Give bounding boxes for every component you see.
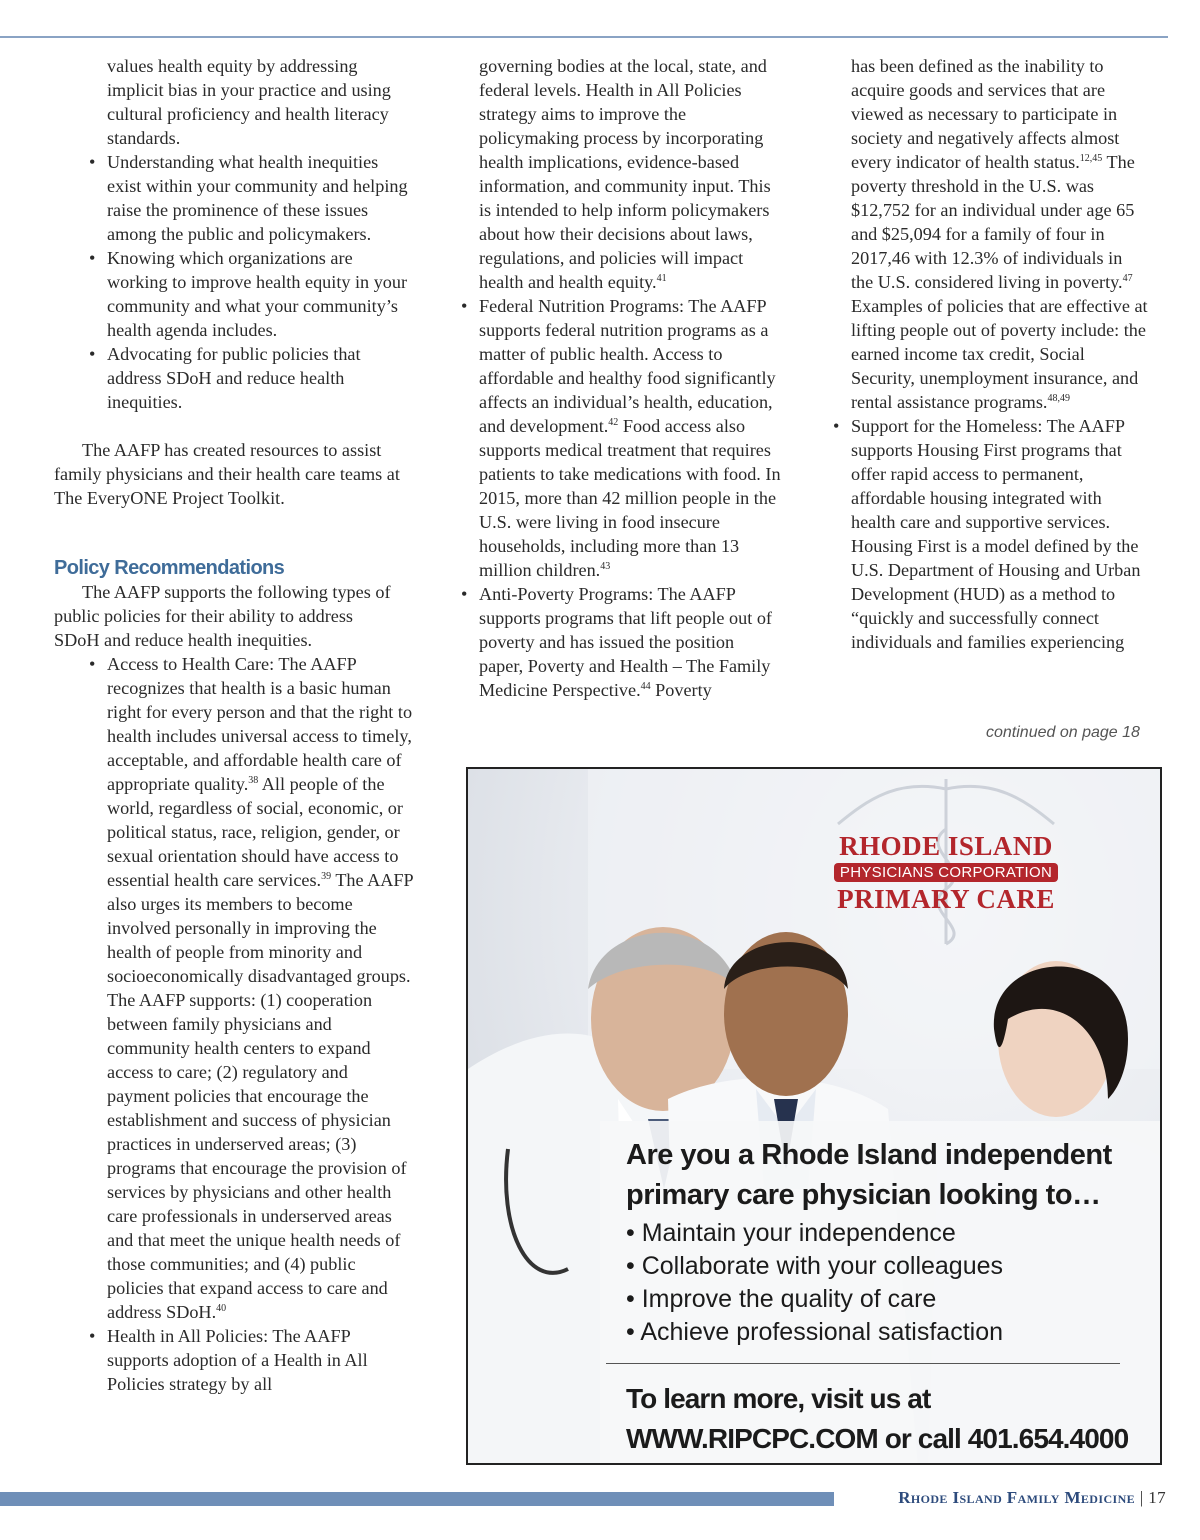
cta-line-2[interactable]: WWW.RIPCPC.COM or call 401.654.4000: [626, 1423, 1129, 1454]
ref-40: 40: [216, 1302, 227, 1314]
policy-list-3: [831, 414, 1149, 654]
ref-44: 44: [640, 680, 651, 692]
poverty-cont-c: Examples of policies that are effective at lifting people out of poverty include: the earned income tax credit, Social Security, unemployment insurance, and rental assistance programs.: [851, 296, 1148, 412]
section-heading: Policy Recommendations: [54, 557, 285, 579]
cta-line-1: To learn more, visit us at: [626, 1383, 931, 1414]
column-1: [54, 54, 414, 1396]
ad-call-to-action[interactable]: [626, 1379, 1128, 1459]
ripcpc-logo: [826, 831, 1066, 914]
footer-separator: |: [1139, 1488, 1144, 1507]
ad-headline: Are you a Rhode Island independent primary care physician looking to…: [626, 1139, 1112, 1211]
policy-list: [87, 652, 414, 1396]
ad-benefit: • Improve the quality of care: [626, 1283, 1156, 1316]
poverty-text-b: Poverty: [650, 680, 712, 700]
ref-42: 42: [608, 416, 619, 428]
access-text-c: The AAFP also urges its members to become involved personally in improving the health of people from minority and socioeconomically disadvantaged groups. The AAFP supports: (1) cooperation between family physicians and community health centers to expand access to care; (2) regulatory and payment policies that encourage the establishment and success of physician practices in underserved areas; (3) programs that encourage the provision of services by physicians and other health care professionals in underserved areas and that meet the unique health needs of those communities; and (4) public policies that expand access to care and address SDoH.: [107, 870, 413, 1322]
poverty-cont-b: The poverty threshold in the U.S. was $12,752 for an individual under age 65 and $25,094 for a family of four in 2017,46 with 12.3% of individuals in the U.S. considered living in poverty.: [851, 152, 1135, 292]
list-item: • Advocating for public policies that address SDoH and reduce health inequities.: [87, 342, 414, 414]
nutrition-text-a: Federal Nutrition Programs: The AAFP supports federal nutrition programs as a matter of public health. Access to affordable and healthy food significantly affects an individual’s health, education, and development.: [479, 296, 776, 436]
poverty-text-a: Anti-Poverty Programs: The AAFP supports programs that lift people out of poverty and has issued the position paper, Poverty and Health – The Family Medicine Perspective.: [479, 584, 772, 700]
ad-benefits-list: [626, 1217, 1156, 1349]
list-item-homeless: • Support for the Homeless: The AAFP supports Housing First programs that offer rapid access to permanent, affordable housing integrated with health care and supportive services. Housing First is a model defined by the U.S. Department of Housing and Urban Development (HUD) as a method to “quickly and successfully connect individuals and families experiencing: [831, 414, 1149, 654]
list-item: • Understanding what health inequities exist within your community and helping raise the prominence of these issues among the public and policymakers.: [87, 150, 414, 246]
ad-divider: [606, 1363, 1120, 1364]
intro-paragraph: The AAFP supports the following types of public policies for their ability to address SDoH and reduce health inequities.: [54, 582, 391, 650]
logo-line-2: PHYSICIANS CORPORATION: [834, 863, 1058, 882]
access-text-a: Access to Health Care: The AAFP recognizes that health is a basic human right for every person and that the right to health includes universal access to timely, acceptable, and affordable health care of appropriate quality.: [107, 654, 413, 794]
ref-48-49: 48,49: [1047, 392, 1070, 404]
ad-benefit: • Collaborate with your colleagues: [626, 1250, 1156, 1283]
ref-41: 41: [656, 272, 667, 284]
hiap-continuation-text: governing bodies at the local, state, and federal levels. Health in All Policies strategy aims to improve the policymaking process by incorporating health implications, evidence-based information, and community input. This is intended to help inform policymakers about how their decisions about laws, regulations, and policies will impact health and health equity.: [479, 56, 771, 292]
advertisement[interactable]: [466, 767, 1162, 1465]
nutrition-text-b: Food access also supports medical treatment that requires patients to take medications with food. In 2015, more than 42 million people in the U.S. were living in food insecure households, including more than 13 million children.: [479, 416, 781, 580]
list-item-access-to-care: [87, 652, 414, 1324]
ref-39: 39: [321, 870, 332, 882]
list-item: • Knowing which organizations are working to improve health equity in your community and what your community’s health agenda includes.: [87, 246, 414, 342]
logo-line-1: RHODE ISLAND: [839, 831, 1053, 861]
hiap-continuation: [459, 54, 781, 294]
bullet-list-top: [87, 150, 414, 414]
bullet-continuation: values health equity by addressing implicit bias in your practice and using cultural proficiency and health literacy standards.: [107, 56, 391, 148]
column-3: [831, 54, 1149, 654]
ad-copy: [626, 1135, 1156, 1349]
ref-12-45: 12,45: [1079, 152, 1103, 164]
page-number: 17: [1148, 1488, 1166, 1507]
list-item-anti-poverty: [459, 582, 781, 702]
list-item-nutrition: [459, 294, 781, 582]
resources-paragraph: The AAFP has created resources to assist family physicians and their health care teams at The EveryONE Project Toolkit.: [54, 440, 400, 508]
publication-name: Rhode Island Family Medicine: [898, 1488, 1136, 1507]
continued-note: continued on page 18: [986, 724, 1140, 741]
ref-38: 38: [248, 774, 259, 786]
ad-benefit: • Achieve professional satisfaction: [626, 1316, 1156, 1349]
poverty-cont-a: has been defined as the inability to acquire goods and services that are viewed as necessary to participate in society and negatively affects almost every indicator of health status.: [851, 56, 1120, 172]
poverty-continuation: [831, 54, 1149, 414]
ad-benefit: • Maintain your independence: [626, 1217, 1156, 1250]
list-item-health-in-all-policies: • Health in All Policies: The AAFP supports adoption of a Health in All Policies strategy by all: [87, 1324, 414, 1396]
ref-47: 47: [1122, 272, 1133, 284]
header-rule: [0, 36, 1168, 38]
policy-list-2: [459, 294, 781, 702]
access-text-b: All people of the world, regardless of social, economic, or political status, race, religion, gender, or sexual orientation should have access to essential health care services.: [107, 774, 403, 890]
footer: [898, 1488, 1166, 1508]
logo-line-3: PRIMARY CARE: [837, 884, 1055, 914]
column-2: [459, 54, 781, 702]
ref-43: 43: [600, 560, 611, 572]
footer-bar: [0, 1492, 834, 1506]
